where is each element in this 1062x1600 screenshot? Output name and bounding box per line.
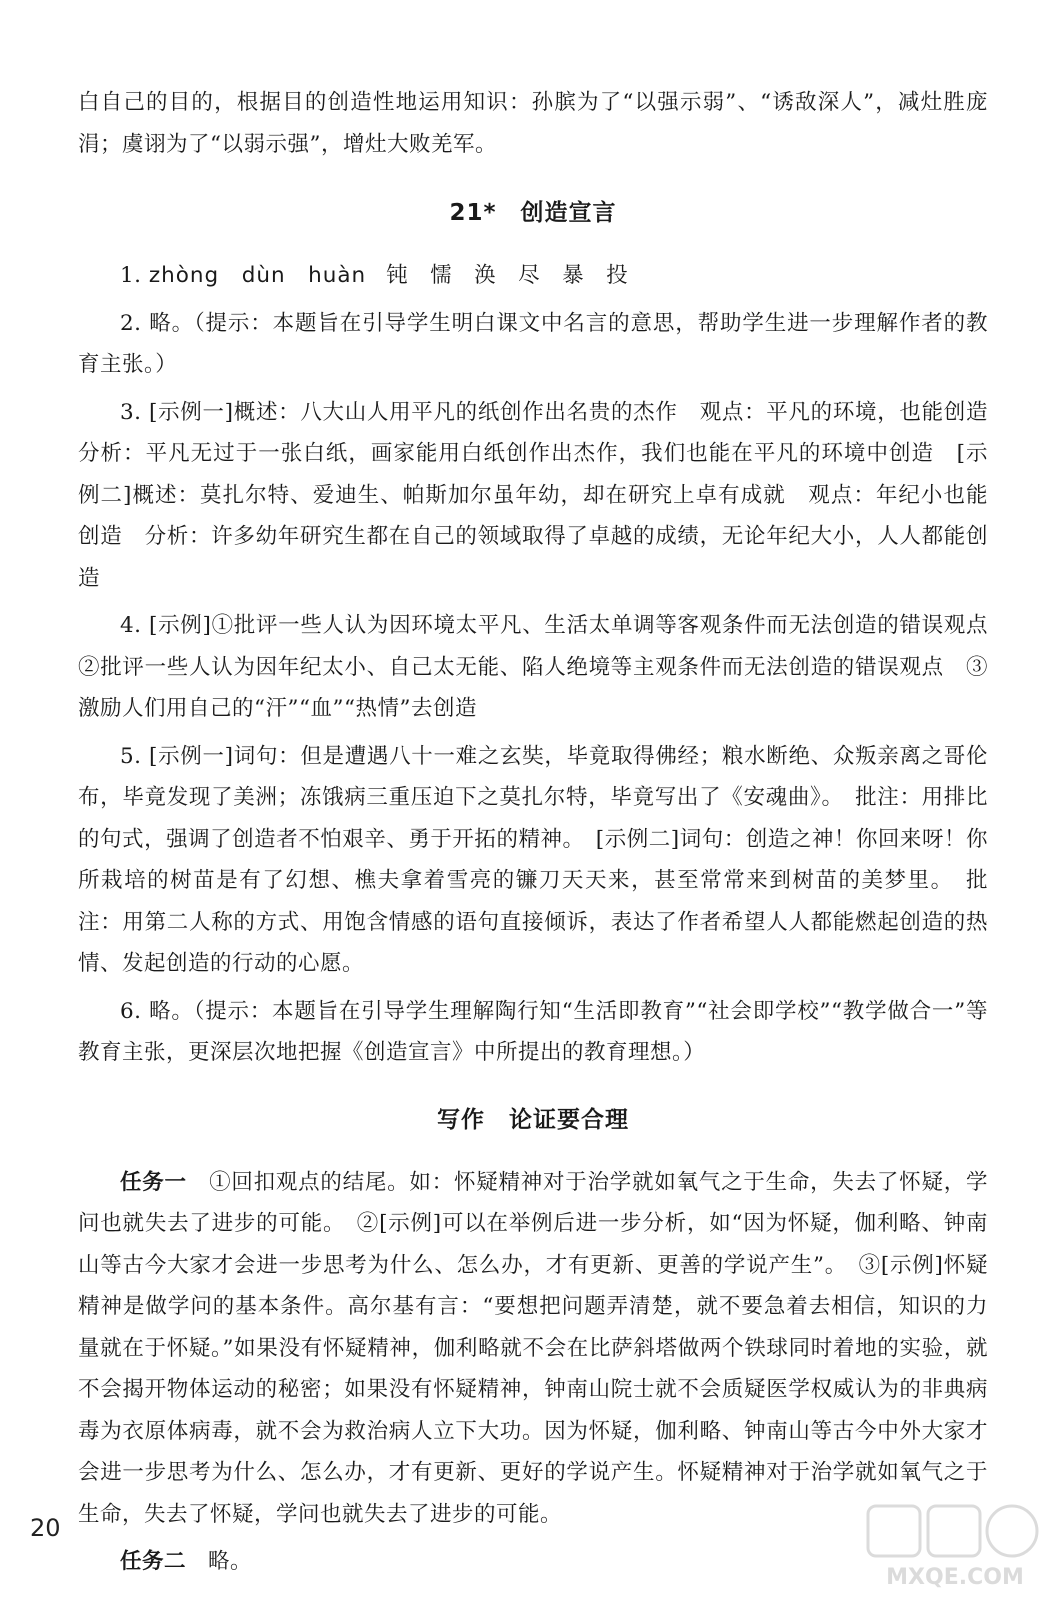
question-1-number: 1. — [120, 263, 142, 288]
question-6: 6. 略。（提示：本题旨在引导学生理解陶行知“生活即教育”“社会即学校”“教学做合一”等教育主张，更深层次地把握《创造宣言》中所提出的教育理想。） — [78, 998, 988, 1065]
task-2-label: 任务二 — [120, 1549, 187, 1574]
section-writing-heading: 写作 论证要合理 — [437, 1106, 629, 1133]
question-3: 3. [示例一]概述：八大山人用平凡的纸创作出名贵的杰作 观点：平凡的环境，也能创造 分析：平凡无过于一张白纸，画家能用白纸创作出杰作，我们也能在平凡的环境中创造 [示例二]概述：莫扎尔特、爱迪生、帕斯加尔虽年幼，却在研究上卓有成就 观点：年纪小也能创造 分析：许多幼年研究生都在自己的领域取得了卓越的成绩，无论年纪大小，人人都能创造 — [78, 399, 1011, 591]
watermark-text: MXQE.COM — [886, 1565, 1024, 1590]
task-1 — [78, 1162, 988, 1536]
intro-paragraph: 白自己的目的，根据目的创造性地运用知识：孙膑为了“以强示弱”、“诱敌深人”，减灶胜庞涓；虞诩为了“以弱示强”，增灶大败羌军。 — [78, 90, 988, 157]
task-1-text: ①回扣观点的结尾。如：怀疑精神对于治学就如氧气之于生命，失去了怀疑，学问也就失去了进步的可能。 ②[示例]可以在举例后进一步分析，如“因为怀疑，伽利略、钟南山等古今大家才会进一步思考为什么、怎么办，才有更新、更善的学说产生”。 ③[示例]怀疑精神是做学问的基本条件。高尔基有言：“要想把问题弄清楚，就不要急着去相信，知识的力量就在于怀疑。”如果没有怀疑精神，伽利略就不会在比萨斜塔做两个铁球同时着地的实验，就不会揭开物体运动的秘密；如果没有怀疑精神，钟南山院士就不会质疑医学权威认为的非典病毒为衣原体病毒，就不会为救治病人立下大功。因为怀疑，伽利略、钟南山等古今中外大家才会进一步思考为什么、怎么办，才有更新、更好的学说产生。怀疑精神对于治学就如氧气之于生命，失去了怀疑，学问也就失去了进步的可能。 — [78, 1169, 988, 1527]
page-number: 20 — [30, 1514, 61, 1542]
question-1 — [78, 255, 988, 297]
task-2 — [78, 1541, 988, 1583]
task-2-text: 略。 — [208, 1549, 253, 1574]
question-4: 4. [示例]①批评一些人认为因环境太平凡、生活太单调等客观条件而无法创造的错误观点 ②批评一些人认为因年纪太小、自己太无能、陷人绝境等主观条件而无法创造的错误观点 ③激励人们用自己的“汗”“血”“热情”去创造 — [78, 613, 1011, 721]
question-2: 2. 略。（提示：本题旨在引导学生明白课文中名言的意思，帮助学生进一步理解作者的教育主张。） — [78, 310, 988, 377]
question-1-pinyin: zhòng dùn huàn — [148, 263, 367, 288]
answer-seal-logo — [860, 1500, 1050, 1592]
section-21-heading: 21* 创造宣言 — [449, 200, 617, 226]
task-1-label: 任务一 — [120, 1169, 187, 1195]
question-5: 5. [示例一]词句：但是遭遇八十一难之玄奘，毕竟取得佛经；粮水断绝、众叛亲离之哥伦布，毕竟发现了美洲；冻饿病三重压迫下之莫扎尔特，毕竟写出了《安魂曲》。 批注：用排比的句式，强调了创造者不怕艰辛、勇于开拓的精神。 [示例二]词句：创造之神！你回来呀！你所栽培的树苗是有了幻想、樵夫拿着雪亮的镰刀天天来，甚至常常来到树苗的美梦里。 批注：用第二人称的方式、用饱含情感的语句直接倾诉，表达了作者希望人人都能燃起创造的热情、发起创造的行动的心愿。 — [78, 743, 988, 976]
question-1-characters: 钝 懦 涣 尽 暴 投 — [386, 263, 629, 288]
page-content — [78, 82, 1011, 1583]
